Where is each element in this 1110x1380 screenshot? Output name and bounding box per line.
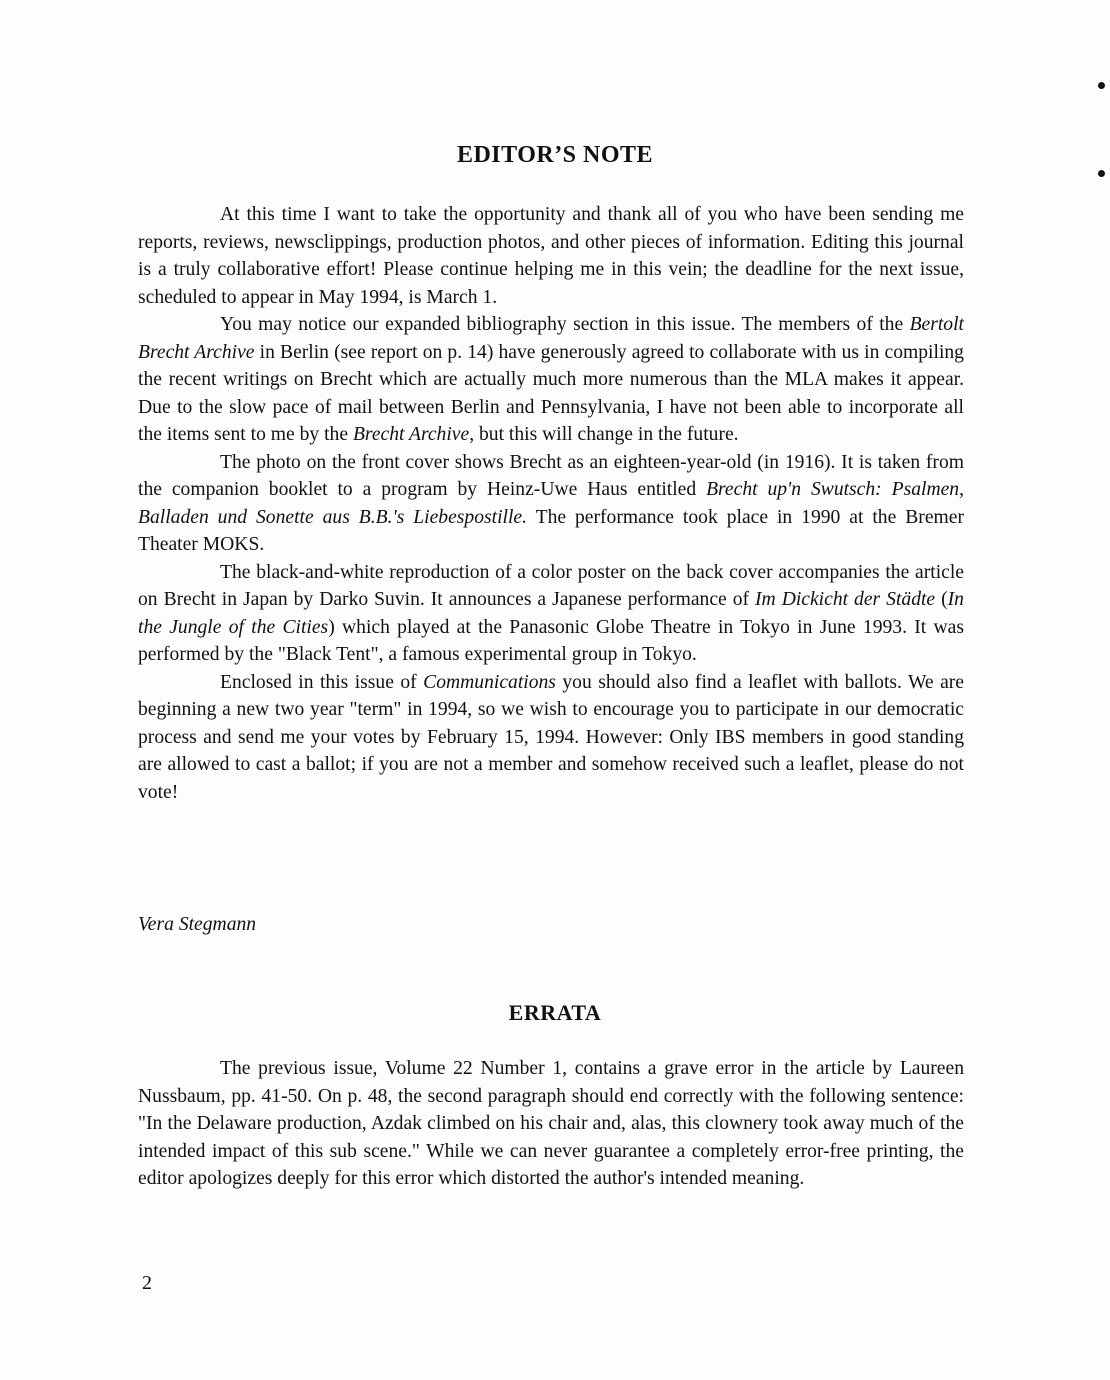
errata-title: ERRATA xyxy=(508,1000,602,1025)
paragraph-text: ( xyxy=(935,589,948,610)
editors-note-body xyxy=(138,201,964,806)
paragraph-text: The performance took place in 1990 at the Bremer Theater MOKS. xyxy=(138,506,964,555)
editors-note-paragraph xyxy=(138,449,964,559)
paragraph-text: At this time I want to take the opportunity and thank all of you who have been sending me reports, reviews, newsclippings, production photos, and other pieces of information. Editing this journal is a truly collaborative effort! Please continue helping me in this vein; the deadline for the next issue, scheduled to appear in May 1994, is March 1. xyxy=(138,204,964,308)
editor-signature: Vera Stegmann xyxy=(138,914,257,935)
italic-title-text: Brecht up'n Swutsch: Psalmen, Balladen und Sonette aus B.B.'s Liebespostille. xyxy=(138,479,964,528)
italic-title-text: In the Jungle of the Cities xyxy=(138,589,964,638)
errata-paragraph xyxy=(138,1055,964,1193)
editors-note-paragraph xyxy=(138,559,964,669)
italic-title-text: Brecht Archive xyxy=(352,424,470,445)
paragraph-text: in Berlin (see report on p. 14) have generously agreed to collaborate with us in compiling the recent writings on Brecht which are actually much more numerous than the MLA makes it appear. Due to the slow pace of mail between Berlin and Pennsylvania, I have not been able to incorporate all the items sent to me by the xyxy=(138,341,964,445)
page-number: 2 xyxy=(142,1272,152,1294)
paragraph-text: The photo on the front cover shows Brecht as an eighteen-year-old (in 1916). It is taken from the companion booklet to a program by Heinz-Uwe Haus entitled xyxy=(138,451,964,500)
paragraph-text: you should also find a leaflet with ballots. We are beginning a new two year "term" in 1994, so we wish to encourage you to participate in our democratic process and send me your votes by February 15, 1994. However: Only IBS members in good standing are allowed to cast a ballot; if you are not a member and somehow received such a leaflet, please do not vote! xyxy=(138,671,964,803)
margin-dot-middle xyxy=(1098,170,1105,177)
paragraph-text: Enclosed in this issue of xyxy=(220,671,424,693)
paragraph-text: The black-and-white reproduction of a color poster on the back cover accompanies the article on Brecht in Japan by Darko Suvin. It announces a Japanese performance of xyxy=(138,561,964,610)
italic-title-text: Im Dickicht der Städte xyxy=(755,589,936,610)
errata-body xyxy=(138,1055,964,1193)
paragraph-text: The previous issue, Volume 22 Number 1, contains a grave error in the article by Laureen Nussbaum, pp. 41-50. On p. 48, the second paragraph should end correctly with the following sentence: "In the Delaware production, Azdak climbed on his chair and, alas, this clownery took away much of the intended impact of this sub scene." While we can never guarantee a completely error-free printing, the editor apologizes deeply for this error which distorted the author's intended meaning. xyxy=(138,1058,964,1189)
editors-note-paragraph xyxy=(138,311,964,449)
editors-note-title: EDITOR’S NOTE xyxy=(456,142,654,168)
paragraph-text: , but this will change in the future. xyxy=(469,424,739,445)
margin-dot-top xyxy=(1098,82,1105,89)
editors-note-paragraph xyxy=(138,201,964,311)
paragraph-text: You may notice our expanded bibliography section in this issue. The members of the xyxy=(220,314,910,335)
editors-note-paragraph xyxy=(138,669,964,807)
italic-title-text: Communications xyxy=(423,671,556,693)
italic-title-text: Bertolt Brecht Archive xyxy=(138,314,964,363)
paragraph-text: ) which played at the Panasonic Globe Theatre in Tokyo in June 1993. It was performed by the "Black Tent", a famous experimental group in Tokyo. xyxy=(138,616,964,665)
